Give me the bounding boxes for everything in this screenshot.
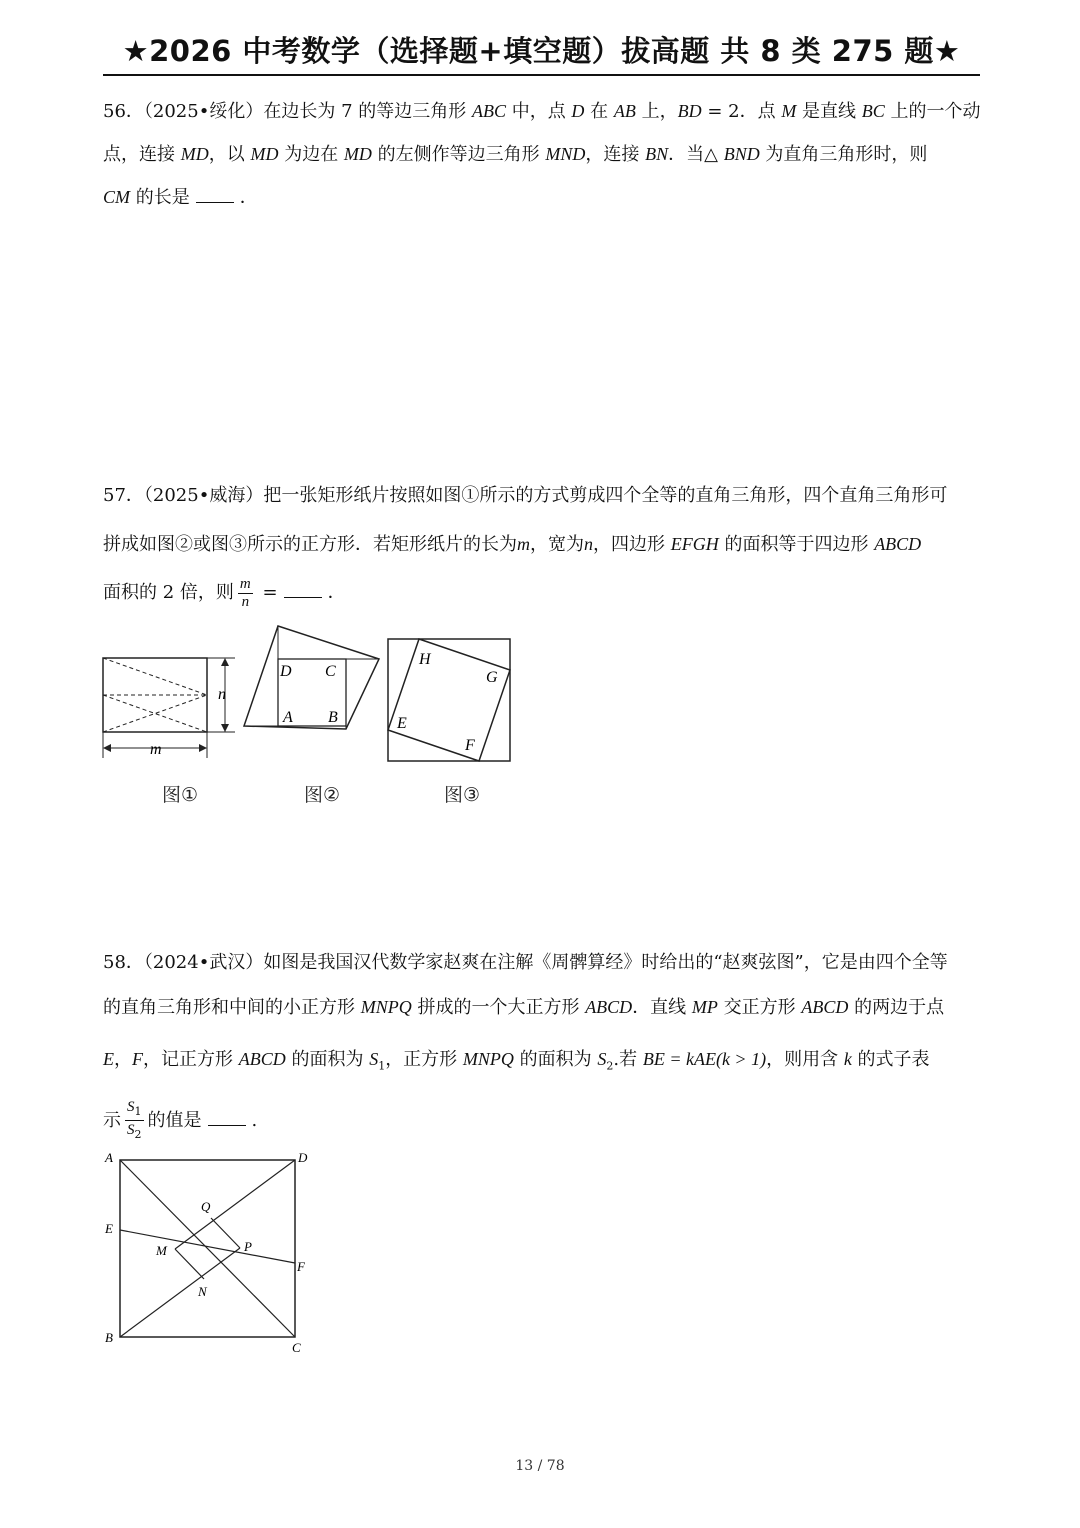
math-var: BD	[677, 101, 702, 121]
figure-zhao-shuang-diagram	[100, 1145, 320, 1360]
label-C: C	[292, 1340, 301, 1355]
fig2-label-B: B	[328, 709, 338, 726]
q58-text: .	[251, 1109, 258, 1131]
q58-source: （2024•武汉）	[143, 952, 264, 973]
math-var: S	[369, 1049, 379, 1069]
q58-line-1	[103, 940, 980, 985]
q57-line-1	[103, 472, 980, 520]
q56-text: ．	[239, 187, 258, 208]
q58-text: 示	[103, 1109, 121, 1131]
q56-text: 在边长为 7 的等边三角形	[263, 101, 472, 122]
figure-1-rectangle	[100, 650, 245, 765]
q58-text: 的两边于点	[848, 997, 945, 1018]
math-expression: BE = kAE(k > 1)	[642, 1049, 767, 1069]
math-var: F	[132, 1049, 143, 1069]
q58-line-2	[103, 985, 980, 1030]
q57-text: 拼成如图②或图③所示的正方形．若矩形纸片的长为	[103, 534, 517, 555]
q58-text: ，	[114, 1049, 132, 1070]
fig3-label-E: E	[397, 715, 407, 732]
page-header: ★2026 中考数学（选择题+填空题）拔高题 共 8 类 275 题★	[103, 28, 980, 76]
math-var: MNPQ	[462, 1049, 514, 1069]
q56-text: 点，连接	[103, 144, 181, 165]
subscript: 2	[134, 1128, 142, 1142]
q57-line-3	[103, 569, 980, 617]
page-number: 13 / 78	[515, 1458, 565, 1474]
math-var: MD	[343, 144, 372, 164]
question-56	[103, 90, 980, 219]
q56-text: 为边在	[278, 144, 344, 165]
q56-text: ．当△	[668, 144, 724, 165]
fig3-label-F: F	[465, 737, 475, 754]
q58-text: 的面积为	[513, 1049, 598, 1070]
q58-text: 的面积为	[285, 1049, 370, 1070]
q57-text: ．	[327, 582, 346, 603]
q56-text: 的左侧作等边三角形	[371, 144, 546, 165]
fig3-label-H: H	[419, 651, 431, 668]
q57-text: ，宽为	[530, 534, 584, 555]
label-Q: Q	[201, 1199, 211, 1214]
q56-text: 为直角三角形时，则	[759, 144, 928, 165]
math-var: MND	[545, 144, 586, 164]
label-P: P	[244, 1239, 252, 1254]
q56-text: 的长是	[130, 187, 190, 208]
answer-blank	[208, 1111, 246, 1126]
label-A: A	[105, 1150, 113, 1165]
q56-text: 中，点	[505, 101, 572, 122]
q58-text: 的值是	[147, 1109, 202, 1131]
figure-3-square	[385, 636, 513, 764]
subscript: 2	[606, 1059, 614, 1073]
q56-text: = 2．点	[701, 101, 782, 122]
q56-text: ，以	[208, 144, 251, 165]
q56-text: ，连接	[585, 144, 646, 165]
fig1-label-n: n	[218, 686, 226, 703]
q58-text: 的式子表	[851, 1049, 930, 1070]
q58-text: ，则用含	[766, 1049, 844, 1070]
math-var: CM	[103, 187, 130, 207]
fig2-label-C: C	[325, 663, 336, 680]
math-var: D	[571, 101, 585, 121]
q58-text: 拼成的一个大正方形	[411, 997, 586, 1018]
q56-number: 56．	[103, 101, 144, 122]
label-N: N	[198, 1284, 207, 1299]
math-var: n	[584, 534, 593, 554]
math-var: BC	[861, 101, 885, 121]
fig3-caption: 图③	[444, 784, 481, 806]
fig1-label-m: m	[150, 741, 162, 758]
math-var: MD	[250, 144, 279, 164]
math-var: S	[597, 1049, 607, 1069]
q56-line-2	[103, 133, 980, 176]
fig2-caption: 图②	[304, 784, 341, 806]
q58-line-3	[103, 1030, 980, 1096]
q58-number: 58．	[103, 952, 144, 973]
math-var: S	[127, 1099, 135, 1116]
math-var: MNPQ	[360, 997, 412, 1017]
math-var: M	[781, 101, 797, 121]
q58-text: 如图是我国汉代数学家赵爽在注解《周髀算经》时给出的“赵爽弦图”，它是由四个全等	[263, 952, 948, 973]
q56-line-1	[103, 90, 980, 133]
subscript: 1	[378, 1059, 386, 1073]
math-var: ABC	[471, 101, 506, 121]
q57-number: 57．	[103, 485, 144, 506]
subscript: 1	[134, 1105, 142, 1119]
q57-line-2	[103, 520, 980, 569]
question-58	[103, 940, 980, 1146]
label-M: M	[156, 1243, 167, 1258]
fig2-label-D: D	[280, 663, 292, 680]
answer-blank	[196, 188, 234, 203]
label-B: B	[105, 1330, 113, 1345]
q57-source: （2025•威海）	[143, 485, 264, 506]
answer-blank	[284, 583, 322, 598]
math-var: ABCD	[238, 1049, 286, 1069]
label-D: D	[298, 1150, 308, 1165]
fig3-label-G: G	[486, 669, 498, 686]
q58-text: ，正方形	[385, 1049, 463, 1070]
fig2-label-A: A	[283, 709, 293, 726]
figure-2-square	[240, 622, 385, 734]
math-var: ABCD	[874, 534, 922, 554]
math-var: EFGH	[670, 534, 719, 554]
q58-text: 的直角三角形和中间的小正方形	[103, 997, 361, 1018]
label-F: F	[297, 1259, 305, 1274]
q57-text: 的面积等于四边形	[718, 534, 875, 555]
math-var: ABCD	[585, 997, 633, 1017]
math-var: k	[843, 1049, 852, 1069]
math-var: BND	[723, 144, 760, 164]
fraction-numerator: m	[239, 575, 251, 592]
label-E: E	[105, 1221, 113, 1236]
fraction-denominator	[127, 1121, 142, 1143]
q56-text: 是直线	[796, 101, 862, 122]
math-var: E	[103, 1049, 114, 1069]
math-var: ABCD	[801, 997, 849, 1017]
fraction-denominator: n	[241, 593, 250, 610]
q58-text: ，记正方形	[143, 1049, 239, 1070]
q57-text: =	[256, 582, 278, 603]
q56-text: 在	[584, 101, 614, 122]
math-var: S	[127, 1122, 135, 1139]
q57-text: 把一张矩形纸片按照如图①所示的方式剪成四个全等的直角三角形，四个直角三角形可	[263, 485, 948, 506]
q57-text: ，四边形	[593, 534, 671, 555]
math-var: AB	[613, 101, 636, 121]
math-var: MD	[180, 144, 209, 164]
q58-text: 交正方形	[717, 997, 802, 1018]
fraction-s1-over-s2	[125, 1098, 144, 1143]
question-57	[103, 472, 980, 617]
fraction-numerator	[125, 1098, 144, 1121]
q58-text: .若	[613, 1049, 643, 1070]
fig1-caption: 图①	[162, 784, 199, 806]
q57-text: 面积的 2 倍，则	[103, 582, 234, 603]
q58-line-4	[103, 1096, 980, 1146]
math-var: MP	[691, 997, 718, 1017]
q56-text: 上，	[635, 101, 678, 122]
q56-text: 上的一个动	[884, 101, 981, 122]
math-var: BN	[645, 144, 669, 164]
q56-source: （2025•绥化）	[143, 101, 264, 122]
math-var: m	[517, 534, 530, 554]
q58-text: ．直线	[632, 997, 692, 1018]
fraction-m-over-n	[238, 576, 253, 611]
q56-line-3	[103, 176, 980, 219]
